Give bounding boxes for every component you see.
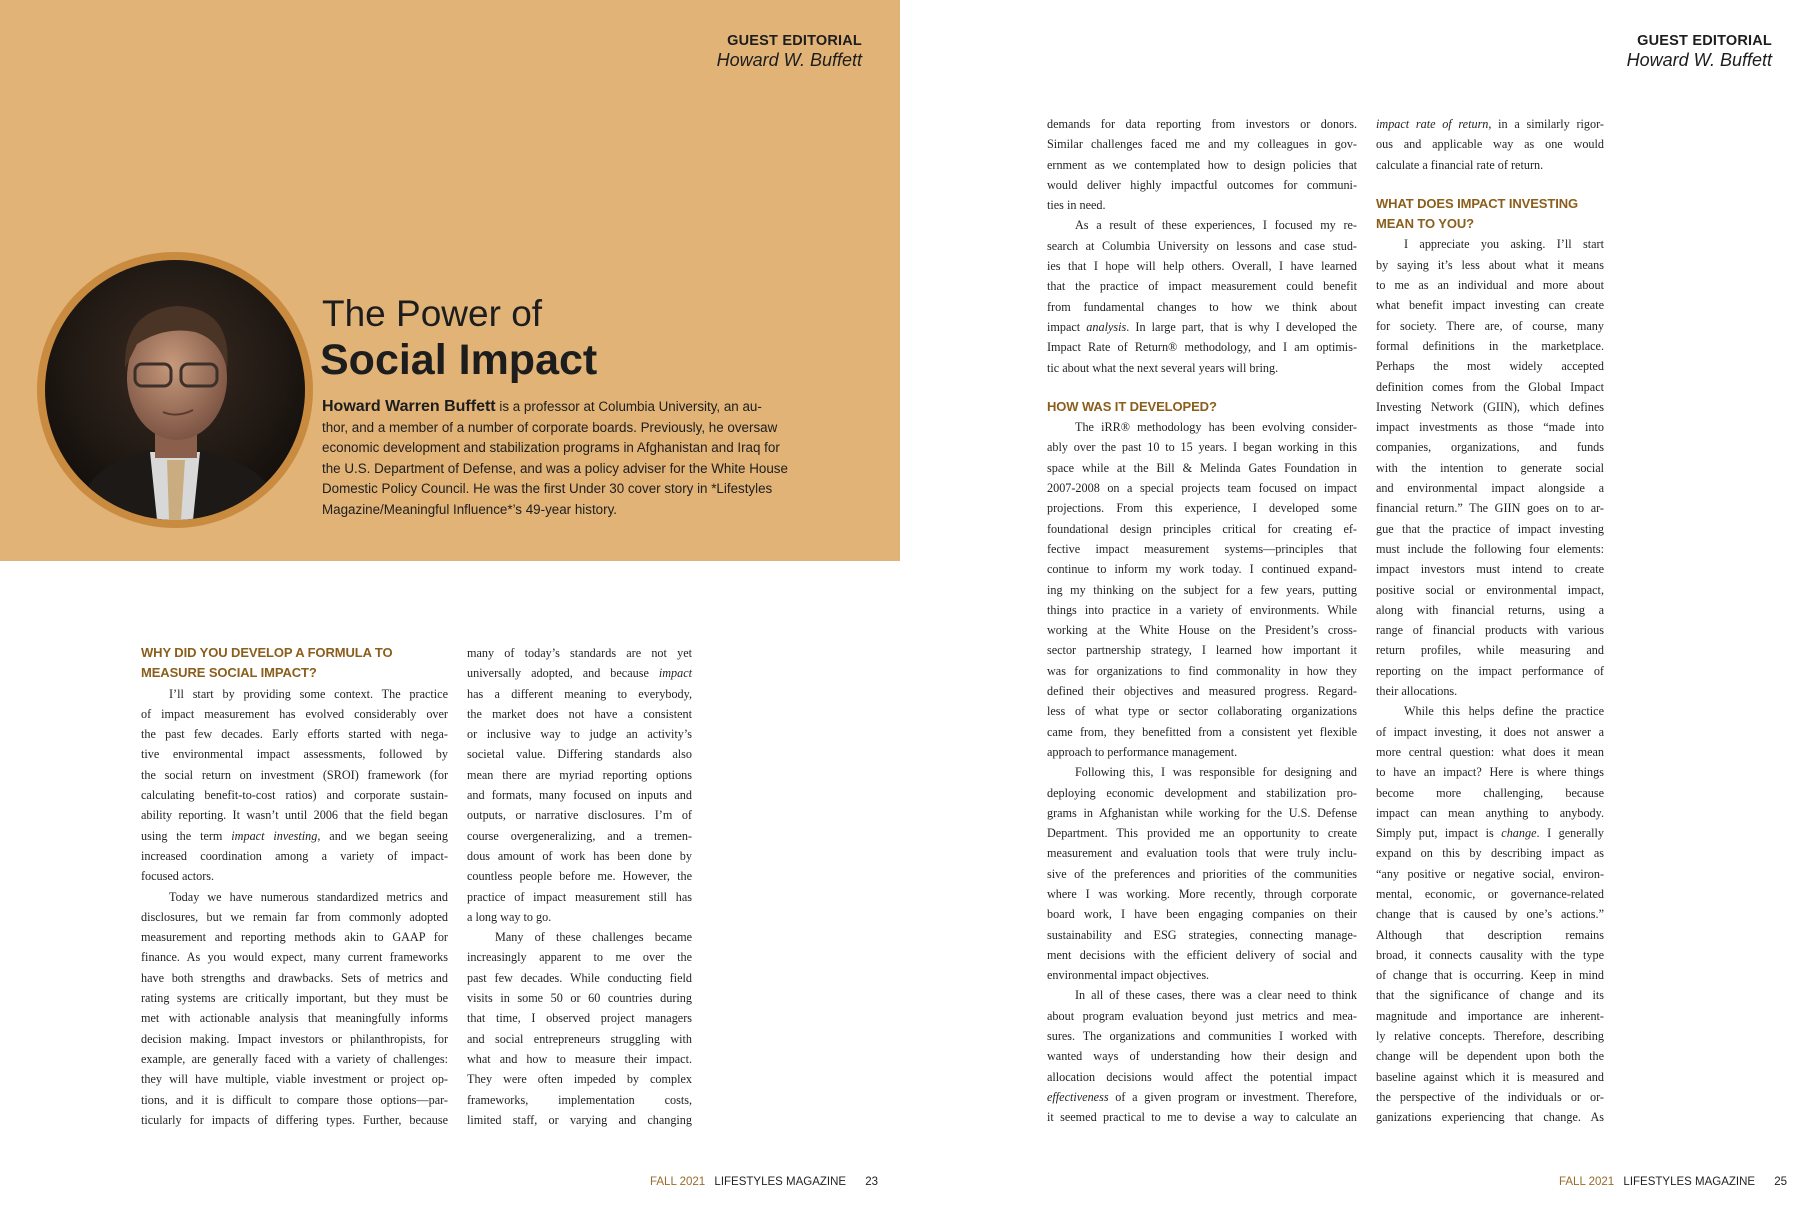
paragraph <box>1376 701 1604 1127</box>
text-line: about program evaluation beyond just metrics and mea- <box>1047 1008 1357 1023</box>
text-line: to me as an individual and more about <box>1376 278 1604 293</box>
text-line: or inclusive way to judge an activity’s <box>467 727 692 742</box>
text-line: foundational design principles critical for creating ef- <box>1047 521 1357 536</box>
text-line: must include the following four elements: <box>1376 541 1604 556</box>
text-line: ous and applicable way as one would <box>1376 137 1604 152</box>
text-line: broad, it connects causality with the type <box>1376 947 1604 962</box>
page-number: 23 <box>865 1176 879 1188</box>
text-line: change that is caused by one’s actions.” <box>1376 907 1604 922</box>
text-line: by saying it’s less about what it means <box>1376 257 1604 272</box>
portrait-image <box>45 260 305 520</box>
issue-season: FALL 2021 <box>1559 1176 1615 1188</box>
text-line: disclosures, but we remain far from commonly adopted <box>141 909 448 924</box>
text-line: Perhaps the most widely accepted <box>1376 359 1604 374</box>
section-heading <box>1047 397 1357 417</box>
text-line: was for organizations to find commonality in how they <box>1047 663 1357 678</box>
text-line: it seemed practical to me to devise a way to calculate an <box>1047 1110 1357 1125</box>
text-line: measurement and evaluation tools that were truly inclu- <box>1047 846 1357 861</box>
text-line: financial return.” The GIIN goes on to ar- <box>1376 501 1604 516</box>
folio-left <box>650 1175 878 1189</box>
article-column-3 <box>1047 114 1357 1128</box>
text-line: came from, they benefitted from a consistent yet flexible <box>1047 724 1357 739</box>
text-line: tions, and it is difficult to compare those options—par- <box>141 1092 448 1107</box>
text-line: deploying economic development and stabilization pro- <box>1047 785 1357 800</box>
paragraph <box>1047 762 1357 985</box>
text-line: the social return on investment (SROI) framework (for <box>141 767 448 782</box>
text-line: mental, economic, or governance-related <box>1376 886 1604 901</box>
text-line: Similar challenges faced me and my colleagues in gov- <box>1047 137 1357 152</box>
text-line: has a different meaning to everybody, <box>467 686 692 701</box>
text-line: approach to performance management. <box>1047 744 1238 759</box>
paragraph <box>1047 417 1357 762</box>
text-line: and social entrepreneurs struggling with <box>467 1031 692 1046</box>
text-line: allocation decisions would affect the potential impact <box>1047 1069 1357 1084</box>
text-line: countless people before me. However, the <box>467 869 692 884</box>
text-line: of change that is occurring. Keep in mind <box>1376 968 1604 983</box>
text-line: less of what type or sector collaborating organizations <box>1047 704 1357 719</box>
text-line: increasingly apparent to me over the <box>467 950 692 965</box>
paragraph <box>1047 215 1357 377</box>
text-line: companies, organizations, and funds <box>1376 440 1604 455</box>
text-line: impact analysis. In large part, that is why I developed the <box>1047 319 1357 334</box>
text-line: that the practice of impact measurement could benefit <box>1047 279 1357 294</box>
text-line: change will be dependent upon both the <box>1376 1049 1604 1064</box>
bio-line: Domestic Policy Council. He was the first Under 30 cover story in *Lifestyles <box>322 481 773 497</box>
text-line: 2007-2008 on a special projects team focused on impact <box>1047 481 1357 496</box>
page-header-left <box>717 33 862 70</box>
text-line: effectiveness of a given program or investment. Therefore, <box>1047 1089 1357 1104</box>
heading-line: MEAN TO YOU? <box>1376 216 1474 232</box>
text-line: positive social or environmental impact, <box>1376 582 1604 597</box>
text-line: course overgeneralizing, and a tremen- <box>467 828 692 843</box>
text-line: more central question: what does it mean <box>1376 744 1604 759</box>
magazine-name: LIFESTYLES MAGAZINE <box>714 1176 847 1188</box>
text-line: Investing Network (GIIN), which defines <box>1376 399 1604 414</box>
text-line: gue that the practice of impact investing <box>1376 521 1604 536</box>
bio-line: the U.S. Department of Defense, and was a policy adviser for the White House <box>322 460 788 476</box>
text-line: As a result of these experiences, I focused my re- <box>1075 218 1357 233</box>
author-name: Howard W. Buffett <box>1626 50 1772 70</box>
bio-line: thor, and a member of a number of corporate boards. Previously, he oversaw <box>322 419 778 435</box>
text-line: from fundamental changes to how we think about <box>1047 299 1357 314</box>
page-header-right <box>1627 33 1772 70</box>
text-line: where I was working. More recently, through corporate <box>1047 886 1357 901</box>
magazine-name: LIFESTYLES MAGAZINE <box>1623 1176 1756 1188</box>
text-line: baseline against which it is measured and <box>1376 1069 1604 1084</box>
article-column-2 <box>467 643 692 1130</box>
text-line: with the intention to generate social <box>1376 460 1604 475</box>
text-line: definition comes from the Global Impact <box>1376 379 1604 394</box>
folio-right <box>1559 1175 1787 1189</box>
author-bio <box>322 397 788 521</box>
section-heading <box>141 643 448 684</box>
text-line: reporting on the impact performance of <box>1376 663 1604 678</box>
text-line: frameworks, implementation costs, <box>467 1092 692 1107</box>
paragraph <box>141 887 448 1131</box>
text-line: focused actors. <box>141 869 215 884</box>
author-portrait <box>37 252 313 528</box>
article-column-1 <box>141 643 448 1130</box>
bio-line: economic development and stabilization programs in Afghanistan and Iraq for <box>322 440 780 456</box>
text-line: return profiles, while measuring and <box>1376 643 1604 658</box>
text-line: They were often impeded by complex <box>467 1072 692 1087</box>
page-number: 25 <box>1774 1176 1788 1188</box>
text-line: Department. This provided me an opportunity to create <box>1047 826 1357 841</box>
paragraph <box>1376 114 1604 175</box>
text-line: outputs, or narrative disclosures. I’m of <box>467 808 692 823</box>
text-line: measurement and reporting methods akin to GAAP for <box>141 930 448 945</box>
text-line: that time, I observed project managers <box>467 1011 692 1026</box>
text-line: Today we have numerous standardized metrics and <box>169 889 448 904</box>
author-name: Howard W. Buffett <box>716 50 862 70</box>
text-line: of impact investing, it does not answer a <box>1376 724 1604 739</box>
text-line: decision making. Impact investors or philanthropists, for <box>141 1031 448 1046</box>
text-line: Following this, I was responsible for designing and <box>1075 765 1357 780</box>
text-line: working at the White House on the President’s cross- <box>1047 623 1357 638</box>
text-line: space while at the Bill & Melinda Gates Foundation in <box>1047 460 1357 475</box>
text-line: In all of these cases, there was a clear need to think <box>1075 988 1357 1003</box>
text-line: they will have multiple, viable investment or project op- <box>141 1072 448 1087</box>
text-line: ies that I hope will help others. Overall, I have learned <box>1047 259 1357 274</box>
heading-line: MEASURE SOCIAL IMPACT? <box>141 665 317 681</box>
text-line: past few decades. While conducting field <box>467 970 692 985</box>
text-line: impact investors must intend to create <box>1376 562 1604 577</box>
text-line: ing my thinking on the subject for a few years, putting <box>1047 582 1357 597</box>
text-line: the market does not have a consistent <box>467 706 692 721</box>
text-line: of impact measurement has evolved considerably over <box>141 706 448 721</box>
text-line: sures. The organizations and communities I worked with <box>1047 1029 1357 1044</box>
text-line: continue to inform my work today. I continued expand- <box>1047 562 1357 577</box>
heading-line: WHAT DOES IMPACT INVESTING <box>1376 195 1579 211</box>
text-line: practice of impact measurement still has <box>467 889 692 904</box>
paragraph <box>467 643 692 927</box>
paragraph <box>1047 985 1357 1127</box>
text-line: many of today’s standards are not yet <box>467 646 692 660</box>
text-line: tive environmental impact assessments, followed by <box>141 747 448 762</box>
text-line: universally adopted, and because impact <box>467 666 692 681</box>
text-line: ticularly for impacts of differing types. Further, because <box>141 1112 448 1127</box>
text-line: to have an impact? Here is where things <box>1376 765 1604 780</box>
text-line: limited staff, or varying and changing <box>467 1112 692 1127</box>
text-line: range of financial products with various <box>1376 623 1604 638</box>
text-line: ment decisions with the efficient delivery of social and <box>1047 947 1357 962</box>
bio-line: Howard Warren Buffett is a professor at Columbia University, an au- <box>322 398 762 415</box>
section-label: GUEST EDITORIAL <box>727 33 862 49</box>
text-line: I’ll start by providing some context. The practice <box>169 686 448 701</box>
text-line: ably over the past 10 to 15 years. I began working in this <box>1047 440 1357 455</box>
text-line: The iRR® methodology has been evolving consider- <box>1075 420 1357 435</box>
text-line: sustainability and ESG strategies, connecting manage- <box>1047 927 1357 942</box>
text-line: ly relative concepts. Therefore, describing <box>1376 1029 1604 1044</box>
article-column-4 <box>1376 114 1604 1128</box>
text-line: visits in some 50 or 60 countries during <box>467 991 692 1006</box>
heading-line: HOW WAS IT DEVELOPED? <box>1047 398 1217 414</box>
text-line: Although that description remains <box>1376 927 1604 942</box>
text-line: board work, I have been engaging companies on their <box>1047 907 1357 922</box>
text-line: I appreciate you asking. I’ll start <box>1404 237 1604 252</box>
text-line: along with financial returns, using a <box>1376 602 1604 617</box>
text-line: met with actionable analysis that meaningfully informs <box>141 1011 448 1026</box>
text-line: things into practice in a variety of environments. While <box>1047 602 1357 617</box>
text-line: “any positive or negative social, environ- <box>1376 866 1604 881</box>
text-line: increased coordination among a variety of impact- <box>141 848 448 863</box>
bio-line: Magazine/Meaningful Influence*’s 49-year history. <box>322 501 618 517</box>
text-line: calculate a financial rate of return. <box>1376 157 1544 172</box>
text-line: would deliver highly impactful outcomes for communi- <box>1047 177 1357 192</box>
text-line: societal value. Differing standards also <box>467 747 692 762</box>
text-line: ties in need. <box>1047 198 1106 213</box>
text-line: Many of these challenges became <box>495 930 692 945</box>
text-line: the perspective of the individuals or or- <box>1376 1089 1604 1104</box>
paragraph <box>141 684 448 887</box>
text-line: grams in Afghanistan while working for the U.S. Defense <box>1047 805 1357 820</box>
text-line: projections. From this experience, I developed some <box>1047 501 1357 516</box>
text-line: defined their objectives and measured progress. Regard- <box>1047 684 1357 699</box>
text-line: impact can mean anything to anybody. <box>1376 805 1604 820</box>
text-line: demands for data reporting from investors or donors. <box>1047 117 1357 131</box>
text-line: and environmental impact alongside a <box>1376 481 1604 496</box>
text-line: example, are generally faced with a variety of challenges: <box>141 1051 448 1066</box>
text-line: calculating benefit-to-cost ratios) and corporate sustain- <box>141 788 448 803</box>
paragraph <box>1376 234 1604 701</box>
text-line: environmental impact objectives. <box>1047 968 1210 983</box>
text-line: for society. There are, of course, many <box>1376 318 1604 333</box>
heading-line: WHY DID YOU DEVELOP A FORMULA TO <box>141 645 393 660</box>
text-line: ernment as we contemplated how to design policies that <box>1047 157 1357 172</box>
text-line: Impact Rate of Return® methodology, and I am optimis- <box>1047 340 1357 355</box>
text-line: what and how to measure their impact. <box>467 1051 692 1066</box>
text-line: the past few decades. Early efforts started with nega- <box>141 727 448 742</box>
paragraph <box>467 927 692 1130</box>
text-line: have both strengths and drawbacks. Sets of metrics and <box>141 970 448 985</box>
text-line: sive of the preferences and priorities of the communities <box>1047 866 1357 881</box>
text-line: become more challenging, because <box>1376 785 1604 800</box>
text-line: magnitude and importance are inherent- <box>1376 1008 1604 1023</box>
text-line: their allocations. <box>1376 684 1458 699</box>
text-line: a long way to go. <box>467 909 552 924</box>
text-line: While this helps define the practice <box>1404 704 1604 719</box>
text-line: rating systems are critically important, but they must be <box>141 991 448 1006</box>
text-line: what benefit impact investing can create <box>1376 298 1604 313</box>
section-label: GUEST EDITORIAL <box>1637 33 1772 49</box>
text-line: tic about what the next several years will bring. <box>1047 360 1279 375</box>
text-line: and formats, many focused on inputs and <box>467 788 692 803</box>
text-line: impact rate of return, in a similarly rigor- <box>1376 117 1604 131</box>
text-line: impact investments as those “made into <box>1376 420 1604 435</box>
text-line: search at Columbia University on lessons and case stud- <box>1047 238 1357 253</box>
text-line: sector partnership strategy, I learned how important it <box>1047 643 1357 658</box>
text-line: fective impact measurement systems—principles that <box>1047 541 1357 556</box>
text-line: mean there are myriad reporting options <box>467 767 692 782</box>
text-line: dous amount of work has been done by <box>467 848 692 863</box>
article-title-line2: Social Impact <box>320 336 598 384</box>
article-title-line1: The Power of <box>322 293 543 334</box>
section-heading <box>1376 194 1604 235</box>
text-line: expand on this by describing impact as <box>1376 846 1604 861</box>
text-line: ganizations experiencing that change. As <box>1376 1110 1604 1125</box>
text-line: formal definitions in the marketplace. <box>1376 338 1604 353</box>
text-line: using the term impact investing, and we began seeing <box>141 828 448 843</box>
issue-season: FALL 2021 <box>650 1176 706 1188</box>
text-line: wanted ways of understanding how their design and <box>1047 1049 1357 1064</box>
bio-name: Howard Warren Buffett <box>322 398 496 415</box>
text-line: Simply put, impact is change. I generally <box>1376 826 1604 841</box>
text-line: finance. As you would expect, many current frameworks <box>141 950 448 965</box>
paragraph <box>1047 114 1357 215</box>
text-line: ability reporting. It wasn’t until 2006 that the field began <box>141 808 448 823</box>
text-line: that the significance of change and its <box>1376 988 1604 1003</box>
